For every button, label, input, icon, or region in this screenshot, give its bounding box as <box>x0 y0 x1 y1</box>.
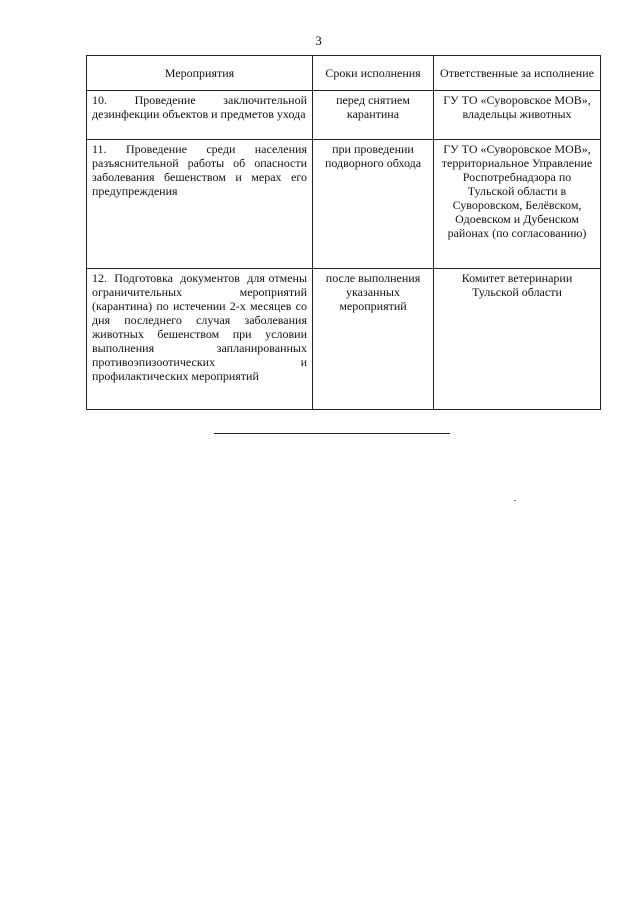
row-event-cell: 12. Подготовка документов для отмены ограничительных мероприятий (карантина) по истечении 2-х месяцев со дня последнего случая заболевания животных бешенством при условии выполнения запланированных противоэпизоотических и профилактических мероприятий <box>87 269 313 410</box>
scan-speck <box>514 500 516 501</box>
row-term-cell: при проведении подворного обхода <box>313 140 434 269</box>
row-responsible-cell: ГУ ТО «Суворовское МОВ», владельцы животных <box>434 91 601 140</box>
table-header-row <box>87 56 601 91</box>
table-row <box>87 91 601 140</box>
closing-rule <box>214 433 450 434</box>
row-responsible-cell: ГУ ТО «Суворовское МОВ», территориальное Управление Роспотребнадзора по Тульской области в Суворовском, Белёвском, Одоевском и Дубенском районах (по согласованию) <box>434 140 601 269</box>
row-event-cell: 11. Проведение среди населения разъяснительной работы об опасности заболевания бешенством и мерах его предупреждения <box>87 140 313 269</box>
row-term-cell: после выполнения указанных мероприятий <box>313 269 434 410</box>
row-term-cell: перед снятием карантина <box>313 91 434 140</box>
table-row <box>87 140 601 269</box>
page-number: 3 <box>315 33 322 48</box>
header-events: Мероприятия <box>87 56 313 91</box>
table-row <box>87 269 601 410</box>
row-event-cell: 10. Проведение заключительной дезинфекции объектов и предметов ухода <box>87 91 313 140</box>
measures-table <box>86 55 601 410</box>
row-responsible-cell: Комитет ветеринарии Тульской области <box>434 269 601 410</box>
header-terms: Сроки исполнения <box>313 56 434 91</box>
header-responsible: Ответственные за исполнение <box>434 56 601 91</box>
